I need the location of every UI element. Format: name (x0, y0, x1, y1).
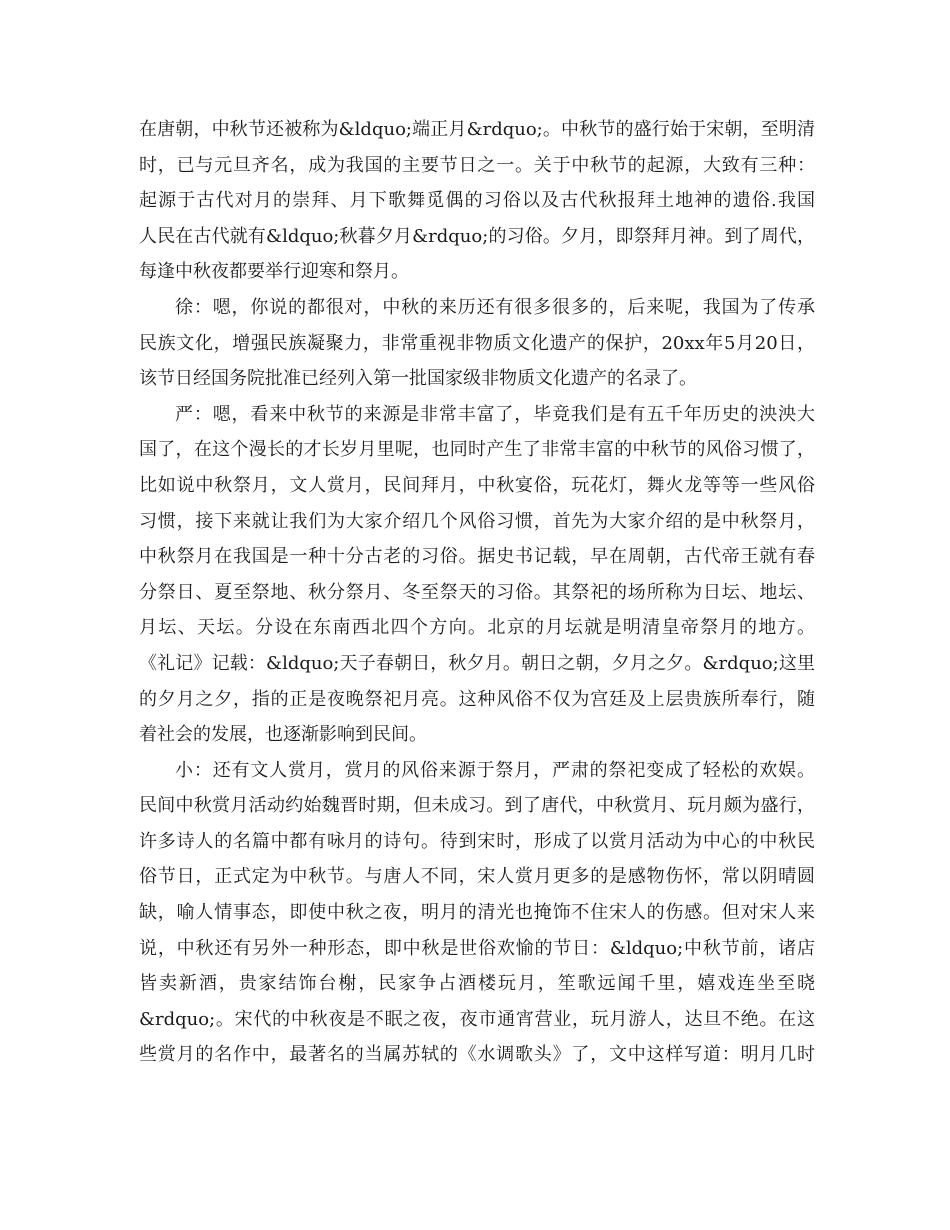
text-line: 的夕月之夕，指的正是夜晚祭祀月亮。这种风俗不仅为宫廷及上层贵族所奉行，随 (139, 688, 815, 710)
text-line: 着社会的发展，也逐渐影响到民间。 (139, 724, 427, 746)
paragraph-1 (139, 112, 815, 290)
paragraph-3 (139, 397, 815, 753)
text-line: 俗节日，正式定为中秋节。与唐人不同，宋人赏月更多的是感物伤怀，常以阴晴圆 (139, 866, 815, 888)
text-line: &rdquo;。宋代的中秋夜是不眠之夜，夜市通宵营业，玩月游人，达旦不绝。在这 (139, 1008, 815, 1030)
text-line: 起源于古代对月的崇拜、月下歌舞觅偶的习俗以及古代秋报拜土地神的遗俗.我国 (139, 190, 815, 212)
paragraph-2 (139, 290, 815, 397)
document-body (139, 112, 815, 1073)
text-line: 中秋祭月在我国是一种十分古老的习俗。据史书记载，早在周朝，古代帝王就有春 (139, 546, 815, 568)
text-line: 说，中秋还有另外一种形态，即中秋是世俗欢愉的节日：&ldquo;中秋节前，诸店 (139, 937, 815, 959)
text-line: 许多诗人的名篇中都有咏月的诗句。待到宋时，形成了以赏月活动为中心的中秋民 (139, 830, 815, 852)
text-line: 每逢中秋夜都要举行迎寒和祭月。 (139, 261, 409, 283)
text-line: 在唐朝，中秋节还被称为&ldquo;端正月&rdquo;。中秋节的盛行始于宋朝，至明清 (139, 119, 815, 140)
text-line: 缺，喻人情事态，即使中秋之夜，明月的清光也掩饰不住宋人的伤感。但对宋人来 (139, 902, 815, 924)
text-line: 《礼记》记载：&ldquo;天子春朝日，秋夕月。朝日之朝，夕月之夕。&rdquo;这里 (139, 652, 815, 674)
text-line: 时，已与元旦齐名，成为我国的主要节日之一。关于中秋节的起源，大致有三种： (139, 154, 815, 176)
text-line: 国了，在这个漫长的才长岁月里呢，也同时产生了非常丰富的中秋节的风俗习惯了， (139, 439, 815, 461)
text-line: 些赏月的名作中，最著名的当属苏轼的《水调歌头》了，文中这样写道：明月几时 (139, 1044, 815, 1066)
text-line: 习惯，接下来就让我们为大家介绍几个风俗习惯，首先为大家介绍的是中秋祭月， (139, 510, 815, 532)
text-line: 民族文化，增强民族凝聚力，非常重视非物质文化遗产的保护，20xx年5月20日， (139, 332, 815, 354)
text-line: 皆卖新酒，贵家结饰台榭，民家争占酒楼玩月，笙歌远闻千里，嬉戏连坐至晓 (139, 973, 815, 995)
text-line: 该节日经国务院批准已经列入第一批国家级非物质文化遗产的名录了。 (139, 368, 697, 390)
text-line: 严：嗯，看来中秋节的来源是非常丰富了，毕竟我们是有五千年历史的泱泱大 (175, 403, 815, 425)
text-line: 比如说中秋祭月，文人赏月，民间拜月，中秋宴俗，玩花灯，舞火龙等等一些风俗 (139, 474, 815, 496)
text-line: 分祭日、夏至祭地、秋分祭月、冬至祭天的习俗。其祭祀的场所称为日坛、地坛、 (139, 581, 815, 603)
text-line: 月坛、天坛。分设在东南西北四个方向。北京的月坛就是明清皇帝祭月的地方。 (139, 617, 815, 639)
paragraph-4 (139, 753, 815, 1073)
text-line: 小：还有文人赏月，赏月的风俗来源于祭月，严肃的祭祀变成了轻松的欢娱。 (175, 759, 815, 781)
text-line: 民间中秋赏月活动约始魏晋时期，但未成习。到了唐代，中秋赏月、玩月颇为盛行， (139, 795, 815, 817)
text-line: 徐：嗯，你说的都很对，中秋的来历还有很多很多的，后来呢，我国为了传承 (175, 296, 815, 318)
text-line: 人民在古代就有&ldquo;秋暮夕月&rdquo;的习俗。夕月，即祭拜月神。到了周代， (139, 225, 815, 247)
